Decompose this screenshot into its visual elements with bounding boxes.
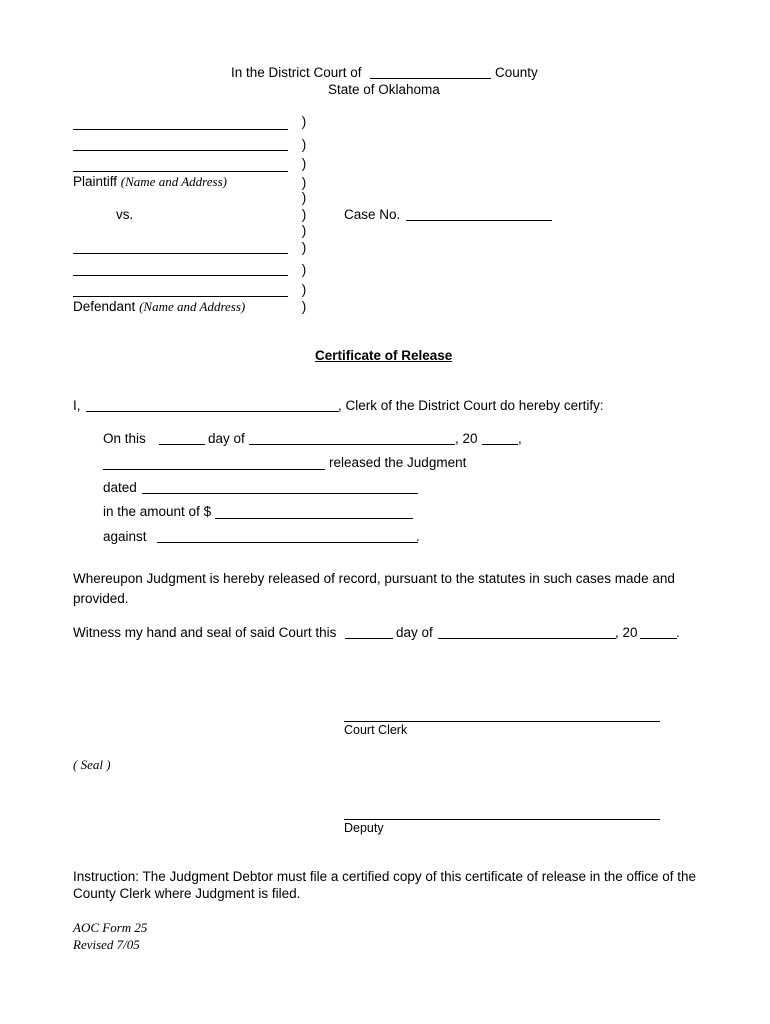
against-label: against [103, 529, 147, 544]
whereupon-paragraph: Whereupon Judgment is hereby released of record, pursuant to the statutes in such cases made and provided. [73, 571, 675, 606]
caption-paren: ) [301, 262, 307, 277]
defendant-hint: (Name and Address) [139, 299, 246, 314]
instruction-paragraph: Instruction: The Judgment Debtor must file a certified copy of this certificate of release in the office of the County Clerk where Judgment is filed. [73, 869, 697, 901]
caption-paren: ) [301, 240, 307, 255]
plaintiff-line-1[interactable] [73, 129, 288, 130]
released-by-line[interactable] [103, 469, 325, 470]
court-clerk-signature-line[interactable] [344, 721, 660, 722]
dated-label: dated [103, 480, 137, 495]
state-label: State of Oklahoma [328, 82, 440, 97]
defendant-line-2[interactable] [73, 275, 288, 276]
defendant-line-1[interactable] [73, 253, 288, 254]
vs-label: vs. [116, 207, 134, 222]
witness-day-of: day of [396, 625, 433, 640]
revision-date: Revised 7/05 [73, 937, 140, 952]
form-number: AOC Form 25 [73, 920, 148, 935]
defendant-label: Defendant [73, 299, 136, 314]
plaintiff-line-2[interactable] [73, 150, 288, 151]
caption-paren: ) [301, 175, 307, 190]
caption-paren: ) [301, 137, 307, 152]
on-this-label: On this [103, 431, 146, 446]
defendant-line-3[interactable] [73, 296, 288, 297]
caption-paren: ) [301, 299, 307, 314]
caption-paren: ) [301, 207, 307, 222]
case-no-line[interactable] [406, 220, 552, 221]
comma: , [518, 431, 522, 446]
seal-label: ( Seal ) [73, 757, 111, 772]
caption-paren: ) [301, 282, 307, 297]
day-of-label: day of [208, 431, 245, 446]
court-clerk-label: Court Clerk [344, 723, 408, 737]
case-no-label: Case No. [344, 207, 401, 222]
period: . [416, 529, 420, 544]
witness-period: . [676, 625, 680, 640]
witness-month-line[interactable] [438, 638, 616, 639]
court-prefix: In the District Court of [231, 65, 362, 80]
caption-paren: ) [301, 223, 307, 238]
release-day-line[interactable] [159, 444, 205, 445]
plaintiff-label-group [73, 174, 227, 190]
released-judgment-label: released the Judgment [329, 455, 467, 470]
release-year-line[interactable] [482, 444, 518, 445]
clerk-certify-text: , Clerk of the District Court do hereby certify: [338, 398, 604, 413]
county-label: County [495, 65, 538, 80]
year-prefix: , 20 [455, 431, 478, 446]
caption-paren: ) [301, 156, 307, 171]
plaintiff-hint: (Name and Address) [120, 174, 227, 189]
release-month-line[interactable] [249, 444, 455, 445]
witness-year-prefix: , 20 [615, 625, 638, 640]
amount-line[interactable] [215, 518, 413, 519]
witness-prefix: Witness my hand and seal of said Court this [73, 625, 337, 640]
deputy-signature-line[interactable] [344, 819, 660, 820]
witness-year-line[interactable] [640, 638, 677, 639]
defendant-label-group [73, 299, 245, 315]
clerk-name-line[interactable] [86, 411, 339, 412]
amount-label: in the amount of $ [103, 504, 212, 519]
county-name-line[interactable] [370, 78, 491, 79]
witness-day-line[interactable] [345, 638, 393, 639]
caption-paren: ) [301, 190, 307, 205]
certificate-title: Certificate of Release [315, 348, 453, 363]
deputy-label: Deputy [344, 821, 384, 835]
caption-paren: ) [301, 114, 307, 129]
against-line[interactable] [157, 542, 418, 543]
i-prefix: I, [73, 398, 81, 413]
plaintiff-label: Plaintiff [73, 174, 118, 189]
plaintiff-line-3[interactable] [73, 171, 288, 172]
dated-line[interactable] [142, 493, 418, 494]
